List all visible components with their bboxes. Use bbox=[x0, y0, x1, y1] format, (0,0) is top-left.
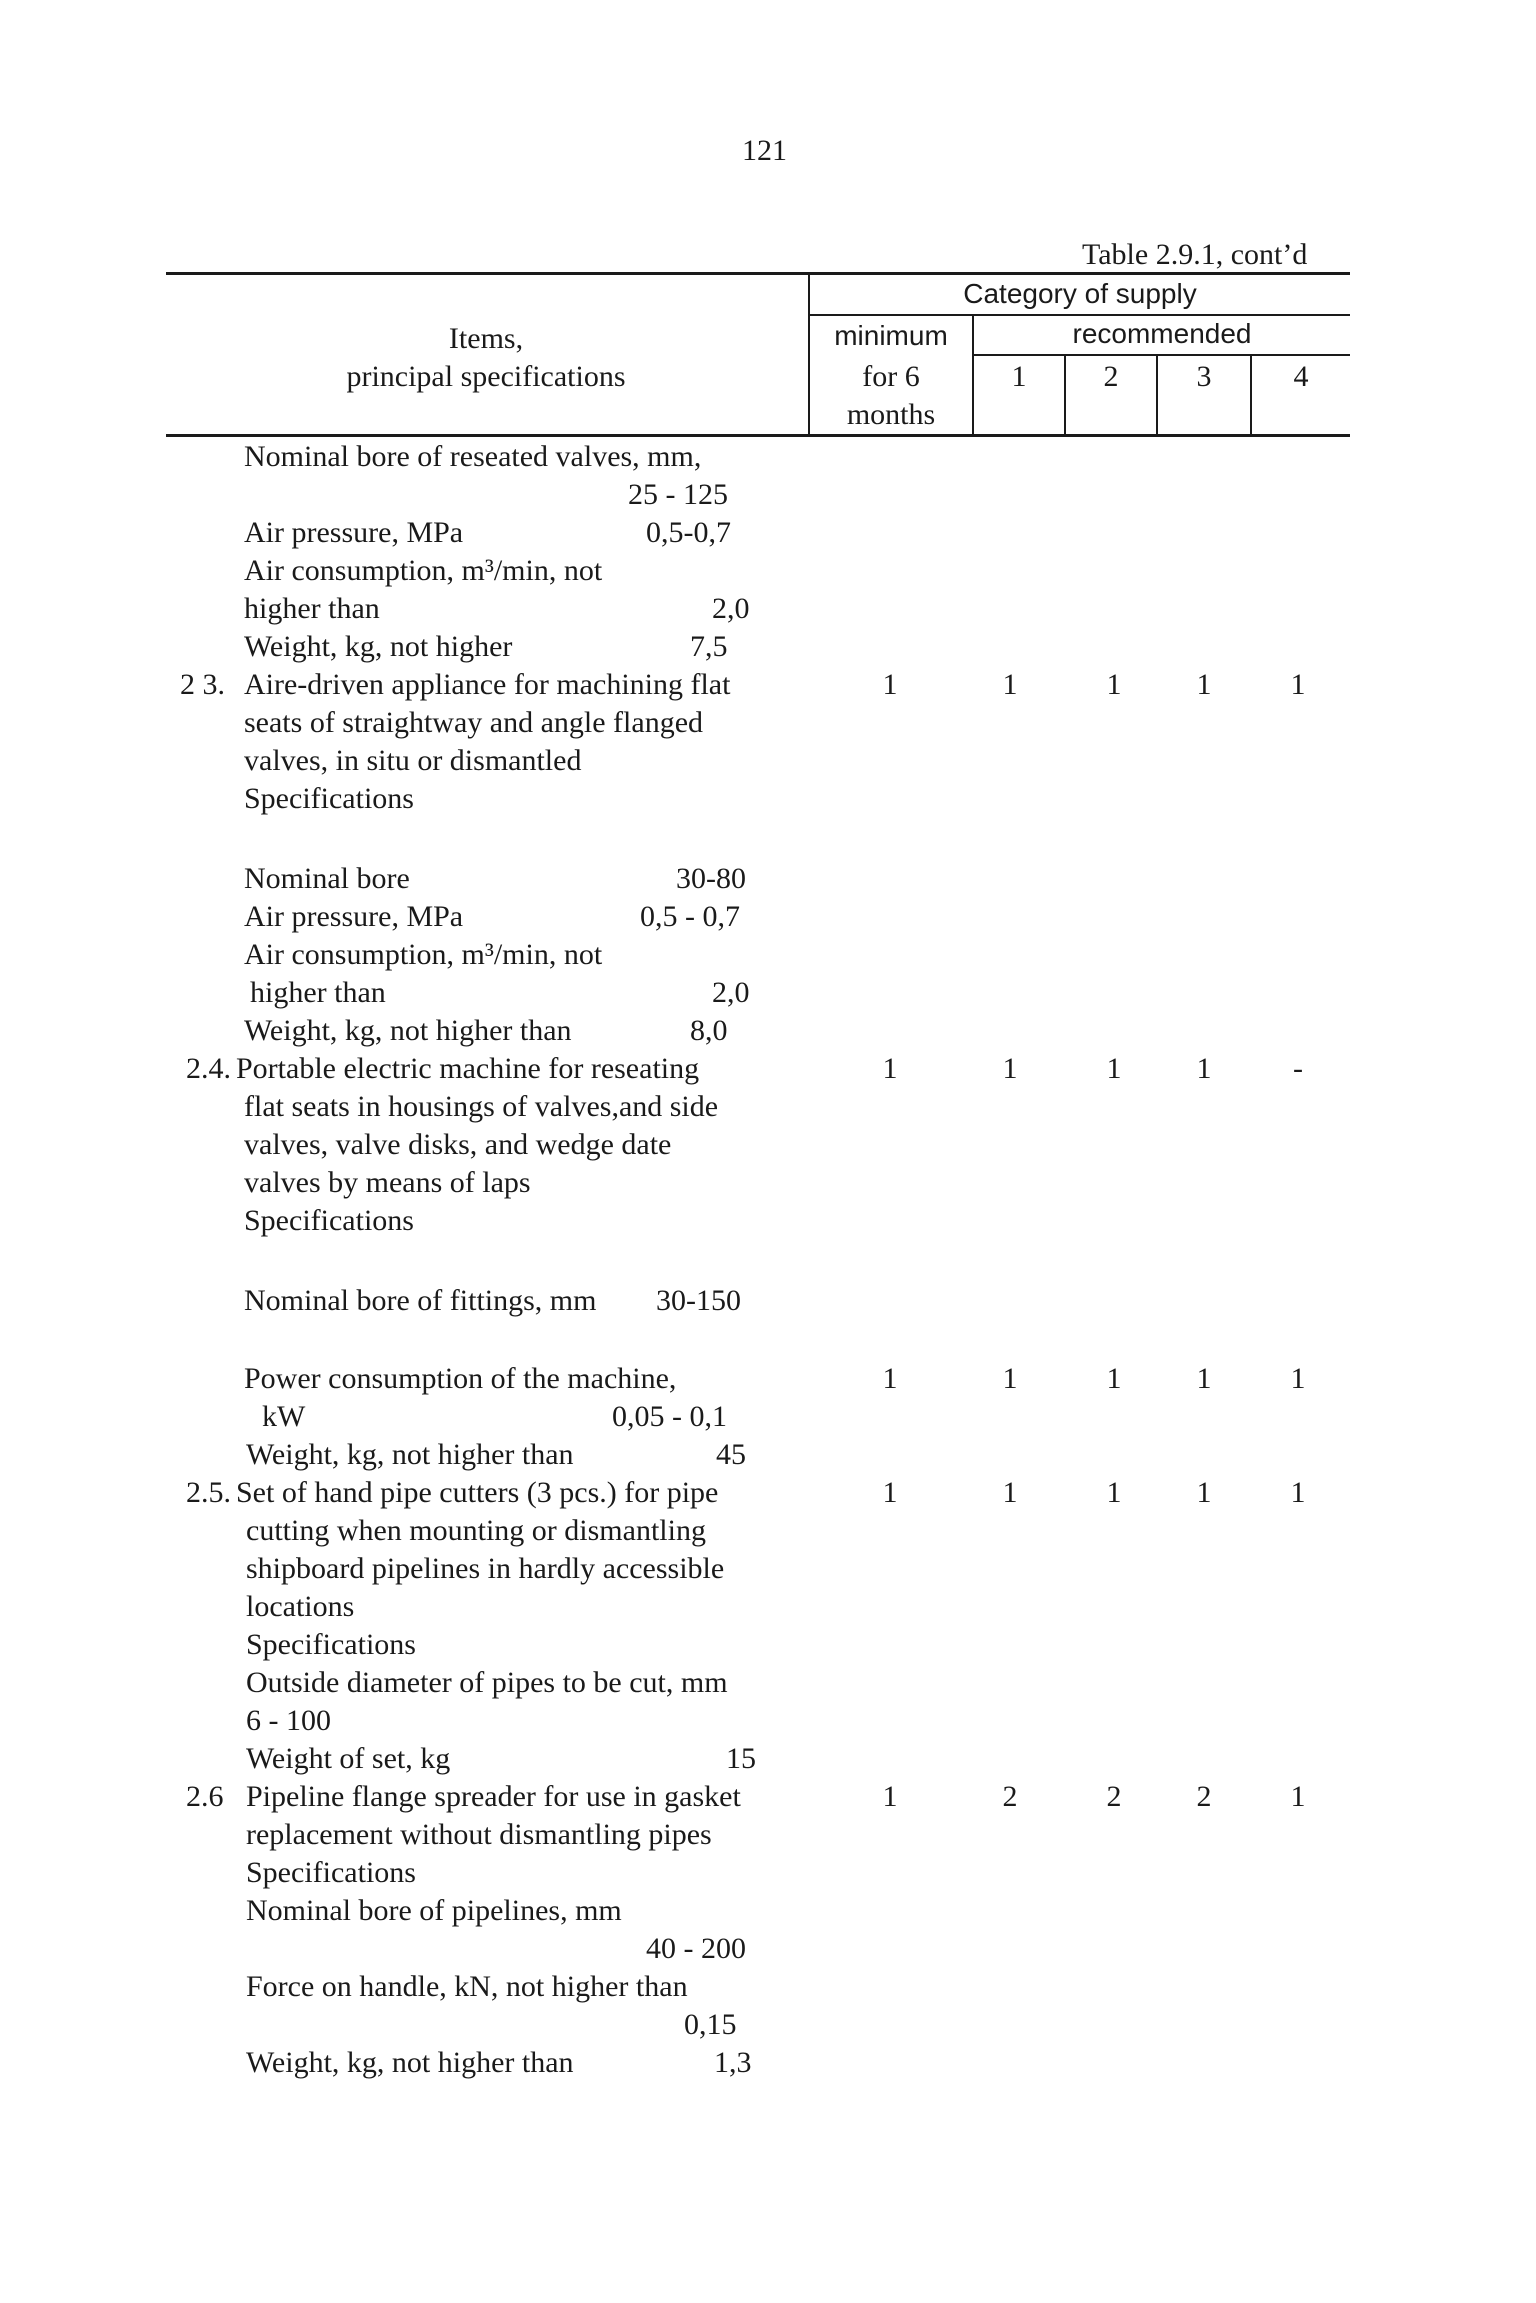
qty-rec-3: 1 bbox=[1196, 1476, 1212, 1509]
specifications-heading: Specifications bbox=[246, 1856, 416, 1889]
qty-rec-2: 1 bbox=[1106, 1362, 1122, 1395]
item-number: 2.5. bbox=[186, 1476, 231, 1509]
item-title: valves, valve disks, and wedge date bbox=[244, 1128, 672, 1161]
spec-value: 2,0 bbox=[712, 976, 750, 1009]
qty-rec-4: 1 bbox=[1290, 1780, 1306, 1813]
spec-value: 0,05 - 0,1 bbox=[612, 1400, 727, 1433]
spec-label: higher than bbox=[250, 976, 386, 1009]
item-title: replacement without dismantling pipes bbox=[246, 1818, 712, 1851]
header-for-6: for 6 bbox=[862, 360, 920, 393]
spec-value: 15 bbox=[726, 1742, 756, 1775]
spec-label: Weight, kg, not higher than bbox=[244, 1014, 572, 1047]
qty-rec-4: 1 bbox=[1290, 1362, 1306, 1395]
qty-rec-1: 1 bbox=[1002, 1476, 1018, 1509]
spec-value: 25 - 125 bbox=[628, 478, 728, 511]
qty-rec-2: 2 bbox=[1106, 1780, 1122, 1813]
page-number: 121 bbox=[742, 134, 787, 167]
header-recommended-rule bbox=[972, 354, 1350, 356]
spec-label: Nominal bore of pipelines, mm bbox=[246, 1894, 622, 1927]
qty-rec-4: 1 bbox=[1290, 668, 1306, 701]
qty-minimum: 1 bbox=[882, 668, 898, 701]
spec-label: Nominal bore of reseated valves, mm, bbox=[244, 440, 702, 473]
spec-value: 40 - 200 bbox=[646, 1932, 746, 1965]
item-number: 2.6 bbox=[186, 1780, 224, 1813]
spec-label: Nominal bore bbox=[244, 862, 410, 895]
header-minimum: minimum bbox=[834, 320, 948, 351]
header-category-of-supply: Category of supply bbox=[963, 278, 1197, 309]
qty-minimum: 1 bbox=[882, 1780, 898, 1813]
qty-rec-2: 1 bbox=[1106, 1476, 1122, 1509]
spec-label: Air consumption, m³/min, not bbox=[244, 554, 603, 587]
qty-rec-4: - bbox=[1293, 1052, 1303, 1085]
qty-rec-1: 2 bbox=[1002, 1780, 1018, 1813]
specifications-heading: Specifications bbox=[244, 1204, 414, 1237]
spec-label: Force on handle, kN, not higher than bbox=[246, 1970, 688, 2003]
spec-label: Air pressure, MPa bbox=[244, 900, 464, 933]
spec-value: 30-150 bbox=[656, 1284, 741, 1317]
qty-rec-3: 1 bbox=[1196, 1362, 1212, 1395]
specifications-heading: Specifications bbox=[244, 782, 414, 815]
item-title: valves, in situ or dismantled bbox=[244, 744, 582, 777]
item-number: 2.4. bbox=[186, 1052, 231, 1085]
spec-value: 6 - 100 bbox=[246, 1704, 331, 1737]
header-months: months bbox=[846, 398, 936, 431]
spec-value: 2,0 bbox=[712, 592, 750, 625]
header-col-4: 4 bbox=[1293, 360, 1309, 393]
spec-label: Power consumption of the machine, bbox=[244, 1362, 677, 1395]
header-items-label: Items, bbox=[448, 322, 524, 355]
qty-rec-3: 2 bbox=[1196, 1780, 1212, 1813]
spec-value: 8,0 bbox=[690, 1014, 728, 1047]
qty-minimum: 1 bbox=[882, 1052, 898, 1085]
qty-rec-2: 1 bbox=[1106, 1052, 1122, 1085]
item-title: flat seats in housings of valves,and side bbox=[244, 1090, 719, 1123]
item-title: seats of straightway and angle flanged bbox=[244, 706, 704, 739]
item-title: Set of hand pipe cutters (3 pcs.) for pipe bbox=[236, 1476, 719, 1509]
specifications-heading: Specifications bbox=[246, 1628, 416, 1661]
item-title: shipboard pipelines in hardly accessible bbox=[246, 1552, 725, 1585]
spec-value: 1,3 bbox=[714, 2046, 752, 2079]
header-recommended: recommended bbox=[1072, 318, 1252, 349]
qty-rec-1: 1 bbox=[1002, 668, 1018, 701]
spec-label: Weight, kg, not higher than bbox=[246, 1438, 574, 1471]
header-col-1: 1 bbox=[1011, 360, 1027, 393]
spec-value: 0,15 bbox=[684, 2008, 737, 2041]
table-caption: Table 2.9.1, cont’d bbox=[1082, 238, 1308, 271]
spec-label: Air pressure, MPa bbox=[244, 516, 464, 549]
item-title: locations bbox=[246, 1590, 355, 1623]
qty-rec-1: 1 bbox=[1002, 1052, 1018, 1085]
spec-label: Nominal bore of fittings, mm bbox=[244, 1284, 597, 1317]
header-col-2: 2 bbox=[1103, 360, 1119, 393]
spec-label: Weight of set, kg bbox=[246, 1742, 451, 1775]
qty-rec-3: 1 bbox=[1196, 1052, 1212, 1085]
qty-rec-4: 1 bbox=[1290, 1476, 1306, 1509]
spec-label: Outside diameter of pipes to be cut, mm bbox=[246, 1666, 728, 1699]
qty-rec-2: 1 bbox=[1106, 668, 1122, 701]
spec-value: 7,5 bbox=[690, 630, 728, 663]
qty-minimum: 1 bbox=[882, 1476, 898, 1509]
spec-label: Weight, kg, not higher bbox=[244, 630, 513, 663]
item-title: cutting when mounting or dismantling bbox=[246, 1514, 706, 1547]
qty-minimum: 1 bbox=[882, 1362, 898, 1395]
header-principal-specs-label: principal specifications bbox=[346, 360, 626, 393]
spec-label: Weight, kg, not higher than bbox=[246, 2046, 574, 2079]
header-top-rule bbox=[166, 272, 1350, 275]
header-category-rule bbox=[808, 314, 1350, 316]
item-title: valves by means of laps bbox=[244, 1166, 531, 1199]
spec-label: kW bbox=[262, 1400, 306, 1433]
qty-rec-1: 1 bbox=[1002, 1362, 1018, 1395]
spec-value: 45 bbox=[716, 1438, 746, 1471]
item-title: Pipeline flange spreader for use in gasket bbox=[246, 1780, 741, 1813]
item-number: 2 3. bbox=[180, 668, 225, 701]
header-col-3: 3 bbox=[1196, 360, 1212, 393]
header-bottom-rule bbox=[166, 434, 1350, 437]
spec-value: 0,5-0,7 bbox=[646, 516, 731, 549]
qty-rec-3: 1 bbox=[1196, 668, 1212, 701]
item-title: Portable electric machine for reseating bbox=[236, 1052, 700, 1085]
spec-value: 30-80 bbox=[676, 862, 746, 895]
spec-value: 0,5 - 0,7 bbox=[640, 900, 740, 933]
item-title: Aire-driven appliance for machining flat bbox=[244, 668, 731, 701]
spec-label: Air consumption, m³/min, not bbox=[244, 938, 603, 971]
spec-label: higher than bbox=[244, 592, 380, 625]
